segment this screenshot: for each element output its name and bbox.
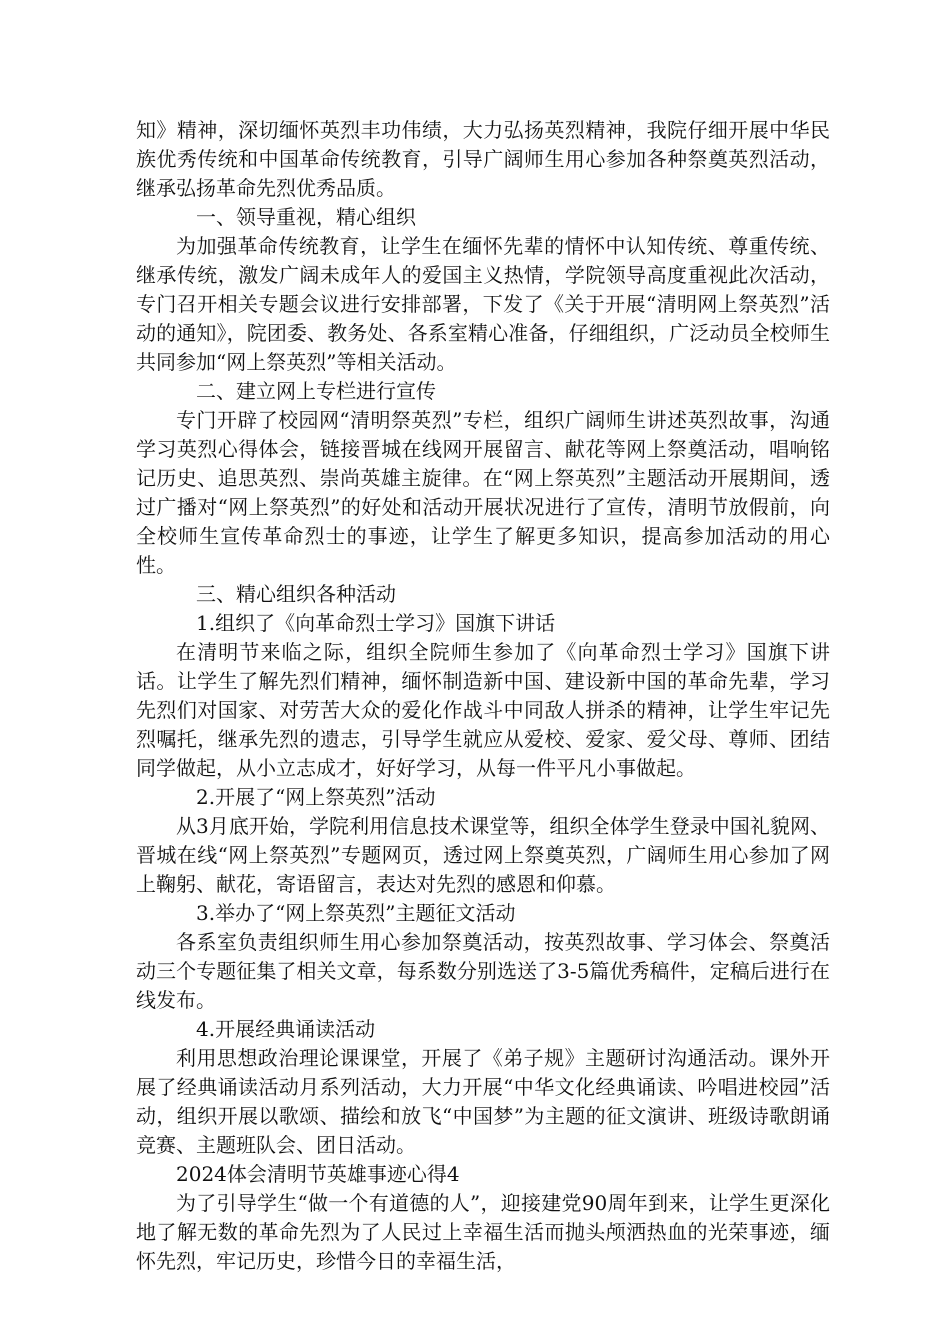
document-page [136,116,830,1276]
paragraph-intro-continuation: 知》精神，深切缅怀英烈丰功伟绩，大力弘扬英烈精神，我院仔细开展中华民族优秀传统和中国革命传统教育，引导广阔师生用心参加各种祭奠英烈活动，继承弘扬革命先烈优秀品质。 [136,118,830,200]
paragraph-online-column: 专门开辟了校园网“清明祭英烈”专栏，组织广阔师生讲述英烈故事，沟通学习英烈心得体会，链接晋城在线网开展留言、献花等网上祭奠活动，唱响铭记历史、追思英烈、崇尚英雄主旋律。在“网上祭英烈”主题活动开展期间，透过广播对“网上祭英烈”的好处和活动开展状况进行了宣传，清明节放假前，向全校师生宣传革命烈士的事迹，让学生了解更多知识，提高参加活动的用心性。 [136,408,830,577]
subheading-essay-contest: 3.举办了“网上祭英烈”主题征文活动 [196,901,516,925]
section-heading-online-column: 二、建立网上专栏进行宣传 [196,379,436,403]
subheading-flag-speech: 1.组织了《向革命烈士学习》国旗下讲话 [196,611,556,635]
section-heading-leadership: 一、领导重视，精心组织 [196,205,416,229]
article-title-4: 2024体会清明节英雄事迹心得4 [176,1162,460,1186]
paragraph-article-4-intro: 为了引导学生“做一个有道德的人”，迎接建党90周年到来，让学生更深化地了解无数的革命先烈为了人民过上幸福生活而抛头颅洒热血的光荣事迹，缅怀先烈，牢记历史，珍惜今日的幸福生活， [136,1191,830,1273]
paragraph-online-tribute: 从3月底开始，学院利用信息技术课堂等，组织全体学生登录中国礼貌网、晋城在线“网上祭英烈”专题网页，透过网上祭奠英烈，广阔师生用心参加了网上鞠躬、献花，寄语留言，表达对先烈的感恩和仰慕。 [136,814,830,896]
subheading-classics-reading: 4.开展经典诵读活动 [196,1017,376,1041]
paragraph-flag-speech: 在清明节来临之际，组织全院师生参加了《向革命烈士学习》国旗下讲话。让学生了解先烈们精神，缅怀制造新中国、建设新中国的革命先辈，学习先烈们对国家、对劳苦大众的爱化作战斗中同敌人拼杀的精神，让学生牢记先烈嘱托，继承先烈的遗志，引导学生就应从爱校、爱家、爱父母、尊师、团结同学做起，从小立志成才，好好学习，从每一件平凡小事做起。 [136,640,830,780]
paragraph-leadership: 为加强革命传统教育，让学生在缅怀先辈的情怀中认知传统、尊重传统、继承传统，激发广阔未成年人的爱国主义热情，学院领导高度重视此次活动，专门召开相关专题会议进行安排部署，下发了《关于开展“清明网上祭英烈”活动的通知》，院团委、教务处、各系室精心准备，仔细组织，广泛动员全校师生共同参加“网上祭英烈”等相关活动。 [136,234,830,374]
paragraph-classics-reading: 利用思想政治理论课课堂，开展了《弟子规》主题研讨沟通活动。课外开展了经典诵读活动月系列活动，大力开展“中华文化经典诵读、吟唱进校园”活动，组织开展以歌颂、描绘和放飞“中国梦”为主题的征文演讲、班级诗歌朗诵竞赛、主题班队会、团日活动。 [136,1046,830,1157]
section-heading-activities: 三、精心组织各种活动 [196,582,396,606]
paragraph-essay-contest: 各系室负责组织师生用心参加祭奠活动，按英烈故事、学习体会、祭奠活动三个专题征集了相关文章，每系数分别选送了3-5篇优秀稿件，定稿后进行在线发布。 [136,930,830,1012]
subheading-online-tribute: 2.开展了“网上祭英烈”活动 [196,785,436,809]
